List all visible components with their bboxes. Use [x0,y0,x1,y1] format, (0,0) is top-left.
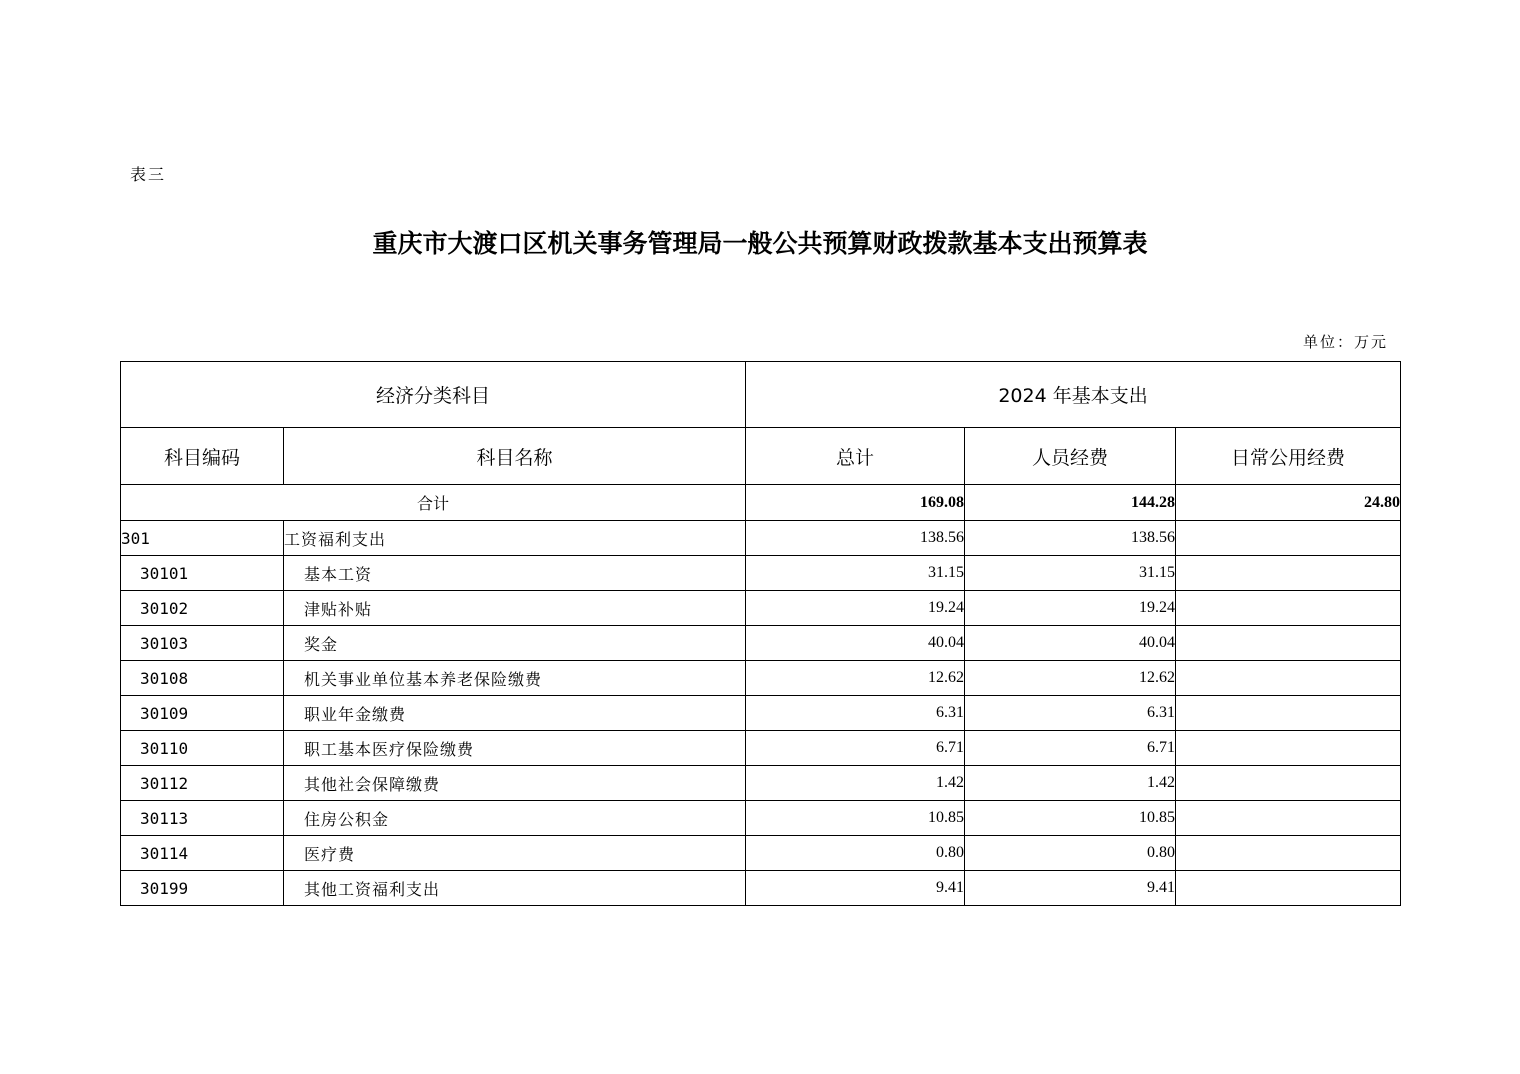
row-public [1176,591,1401,626]
column-header-public: 日常公用经费 [1176,428,1401,485]
row-public [1176,731,1401,766]
table-row [121,521,1401,556]
total-total: 169.08 [746,485,965,521]
row-name: 津贴补贴 [284,591,746,626]
page-title: 重庆市大渡口区机关事务管理局一般公共预算财政拨款基本支出预算表 [372,229,1148,258]
row-personnel: 1.42 [965,766,1176,801]
row-personnel: 12.62 [965,661,1176,696]
row-total: 10.85 [746,801,965,836]
row-code: 301 [121,521,284,556]
row-name: 其他工资福利支出 [284,871,746,906]
column-header-code: 科目编码 [121,428,284,485]
row-total: 6.31 [746,696,965,731]
table-row [121,696,1401,731]
row-code: 30101 [121,556,284,591]
row-code: 30103 [121,626,284,661]
budget-table [120,361,1401,906]
table-row [121,766,1401,801]
row-personnel: 6.31 [965,696,1176,731]
row-total: 40.04 [746,626,965,661]
row-public [1176,871,1401,906]
row-public [1176,661,1401,696]
row-name: 奖金 [284,626,746,661]
total-personnel: 144.28 [965,485,1176,521]
group-header-economic-category: 经济分类科目 [121,362,746,428]
column-header-row [121,428,1401,485]
total-public: 24.80 [1176,485,1401,521]
row-personnel: 9.41 [965,871,1176,906]
unit-label: 单位：万元 [1302,333,1388,351]
column-header-total: 总计 [746,428,965,485]
table-row [121,836,1401,871]
table-row [121,801,1401,836]
table-row [121,871,1401,906]
table-row [121,661,1401,696]
table-row [121,731,1401,766]
row-total: 1.42 [746,766,965,801]
table-row [121,591,1401,626]
column-header-personnel: 人员经费 [965,428,1176,485]
row-code: 30112 [121,766,284,801]
row-public [1176,836,1401,871]
row-total: 31.15 [746,556,965,591]
column-header-name: 科目名称 [284,428,746,485]
row-code: 30199 [121,871,284,906]
row-code: 30110 [121,731,284,766]
row-public [1176,766,1401,801]
row-public [1176,801,1401,836]
table-body [121,362,1401,906]
row-public [1176,696,1401,731]
row-name: 职工基本医疗保险缴费 [284,731,746,766]
row-code: 30108 [121,661,284,696]
row-total: 138.56 [746,521,965,556]
row-personnel: 19.24 [965,591,1176,626]
row-public [1176,556,1401,591]
row-name: 基本工资 [284,556,746,591]
row-code: 30114 [121,836,284,871]
row-personnel: 6.71 [965,731,1176,766]
row-name: 医疗费 [284,836,746,871]
row-total: 9.41 [746,871,965,906]
row-name: 其他社会保障缴费 [284,766,746,801]
row-personnel: 40.04 [965,626,1176,661]
row-code: 30109 [121,696,284,731]
row-personnel: 31.15 [965,556,1176,591]
row-total: 6.71 [746,731,965,766]
row-personnel: 138.56 [965,521,1176,556]
row-code: 30102 [121,591,284,626]
row-code: 30113 [121,801,284,836]
total-label: 合计 [121,485,746,521]
row-name: 工资福利支出 [284,521,746,556]
row-total: 0.80 [746,836,965,871]
row-name: 职业年金缴费 [284,696,746,731]
table-row [121,556,1401,591]
row-total: 19.24 [746,591,965,626]
row-total: 12.62 [746,661,965,696]
group-header-basic-expenditure: 2024 年基本支出 [746,362,1401,428]
row-public [1176,521,1401,556]
group-header-row [121,362,1401,428]
total-row [121,485,1401,521]
row-personnel: 10.85 [965,801,1176,836]
row-name: 住房公积金 [284,801,746,836]
row-name: 机关事业单位基本养老保险缴费 [284,661,746,696]
table-row [121,626,1401,661]
table-label: 表三 [130,165,167,184]
row-personnel: 0.80 [965,836,1176,871]
row-public [1176,626,1401,661]
